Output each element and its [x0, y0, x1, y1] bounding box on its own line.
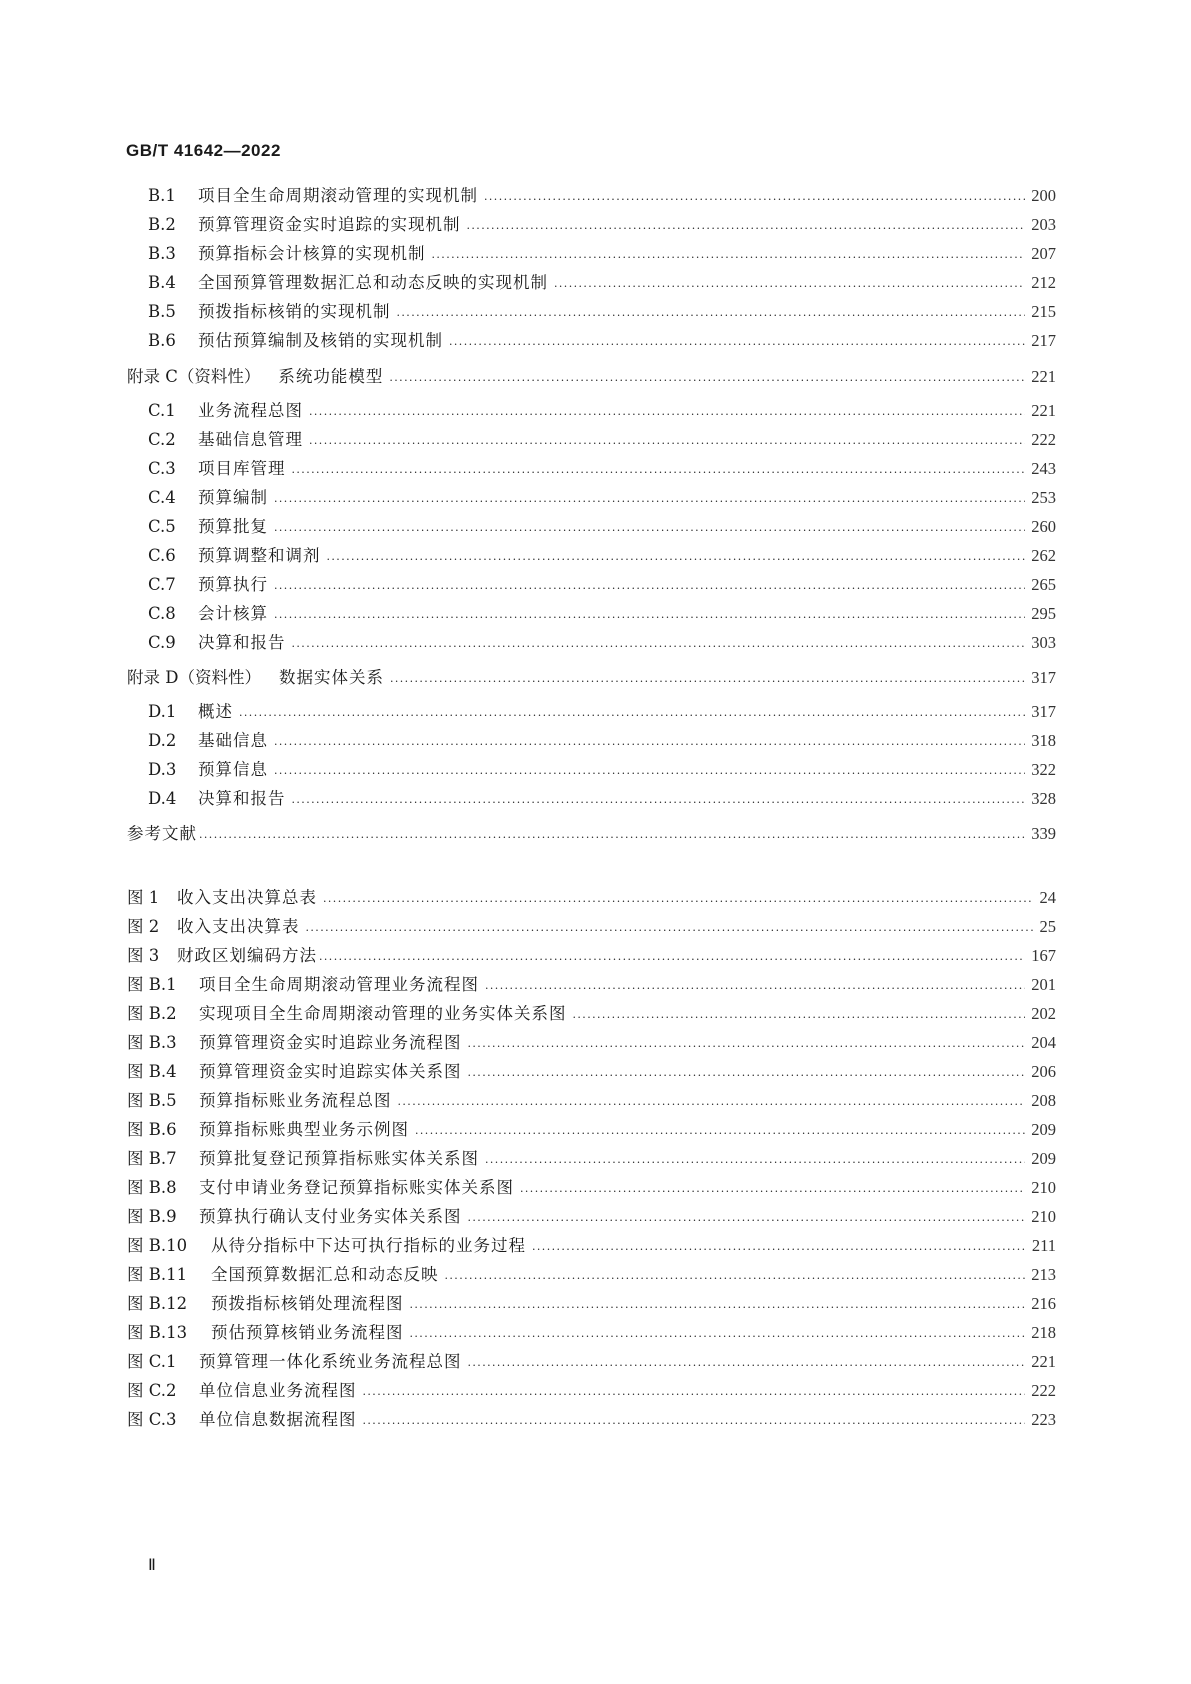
leader-dots	[363, 1388, 1026, 1402]
leader-dots	[292, 640, 1026, 654]
figure-page: 218	[1031, 1323, 1056, 1342]
toc-title: 基础信息管理	[198, 430, 303, 449]
toc-appendix-entry[interactable]	[127, 663, 1056, 689]
leader-dots	[485, 982, 1025, 996]
leader-dots	[532, 1243, 1026, 1257]
leader-dots	[274, 524, 1025, 538]
leader-dots	[274, 582, 1025, 596]
figure-title: 实现项目全生命周期滚动管理的业务实体关系图	[199, 1004, 567, 1023]
toc-page: 339	[1031, 824, 1056, 843]
figure-label: 图 B.9	[127, 1207, 177, 1226]
leader-dots	[323, 895, 1034, 909]
toc-title: 项目全生命周期滚动管理的实现机制	[198, 186, 478, 205]
toc-code: 附录 D（资料性）	[127, 668, 261, 687]
leader-dots	[199, 831, 1025, 845]
figure-entry[interactable]	[127, 883, 1056, 909]
figure-title: 全国预算数据汇总和动态反映	[211, 1265, 439, 1284]
figure-label: 图 B.12	[127, 1294, 188, 1313]
toc-code: D.4	[148, 789, 177, 808]
toc-entry[interactable]	[148, 181, 1056, 207]
toc-title: 预算执行	[198, 575, 268, 594]
figure-entry[interactable]	[127, 1057, 1056, 1083]
toc-entry[interactable]	[148, 726, 1056, 752]
toc-entry[interactable]	[148, 541, 1056, 567]
toc-entry[interactable]	[148, 570, 1056, 596]
toc-code: B.5	[148, 302, 176, 321]
toc-page: 221	[1031, 401, 1056, 420]
toc-code: B.6	[148, 331, 176, 350]
toc-entry[interactable]	[148, 268, 1056, 294]
figure-title: 支付申请业务登记预算指标账实体关系图	[199, 1178, 514, 1197]
leader-dots	[274, 767, 1025, 781]
figure-label: 图 B.8	[127, 1178, 177, 1197]
toc-title: 预算指标会计核算的实现机制	[198, 244, 426, 263]
leader-dots	[327, 553, 1026, 567]
leader-dots	[445, 1272, 1026, 1286]
leader-dots	[467, 222, 1026, 236]
toc-title: 预算信息	[198, 760, 268, 779]
toc-entry[interactable]	[148, 483, 1056, 509]
figure-page: 213	[1031, 1265, 1056, 1284]
figure-page: 223	[1031, 1410, 1056, 1429]
figure-label: 图 C.2	[127, 1381, 177, 1400]
toc-page: 222	[1031, 430, 1056, 449]
toc-title: 全国预算管理数据汇总和动态反映的实现机制	[198, 273, 548, 292]
toc-entry[interactable]	[148, 396, 1056, 422]
figure-label: 图 B.1	[127, 975, 177, 994]
figure-label: 图 C.3	[127, 1410, 177, 1429]
figure-page: 221	[1031, 1352, 1056, 1371]
toc-page: 260	[1031, 517, 1056, 536]
figure-title: 预算批复登记预算指标账实体关系图	[199, 1149, 479, 1168]
figure-label: 图 B.11	[127, 1265, 188, 1284]
toc-page: 328	[1031, 789, 1056, 808]
figure-title: 单位信息业务流程图	[199, 1381, 357, 1400]
toc-code: C.9	[148, 633, 176, 652]
figure-entry[interactable]	[127, 1202, 1056, 1228]
leader-dots	[468, 1359, 1026, 1373]
toc-code: B.4	[148, 273, 176, 292]
toc-code: D.3	[148, 760, 177, 779]
toc-page: 262	[1031, 546, 1056, 565]
leader-dots	[292, 466, 1026, 480]
toc-code: C.4	[148, 488, 176, 507]
toc-entry[interactable]	[148, 425, 1056, 451]
leader-dots	[363, 1417, 1026, 1431]
figure-title: 预算管理资金实时追踪业务流程图	[199, 1033, 462, 1052]
leader-dots	[274, 495, 1025, 509]
leader-dots	[319, 953, 1025, 967]
toc-page: 243	[1031, 459, 1056, 478]
toc-entry[interactable]	[148, 239, 1056, 265]
figure-label: 图 C.1	[127, 1352, 177, 1371]
toc-title: 会计核算	[198, 604, 268, 623]
leader-dots	[239, 709, 1025, 723]
toc-page: 303	[1031, 633, 1056, 652]
leader-dots	[389, 374, 1025, 388]
leader-dots	[397, 309, 1026, 323]
leader-dots	[309, 408, 1025, 422]
figure-page: 211	[1031, 1236, 1056, 1255]
toc-title: 决算和报告	[198, 633, 286, 652]
toc-entry[interactable]	[148, 755, 1056, 781]
figure-title: 收入支出决算表	[177, 917, 300, 936]
figure-page: 208	[1031, 1091, 1056, 1110]
figure-title: 单位信息数据流程图	[199, 1410, 357, 1429]
leader-dots	[309, 437, 1025, 451]
figure-entry[interactable]	[127, 1231, 1056, 1257]
toc-page: 217	[1031, 331, 1056, 350]
toc-entry[interactable]	[148, 599, 1056, 625]
toc-code: 附录 C（资料性）	[127, 367, 261, 386]
toc-code: C.8	[148, 604, 176, 623]
figure-label: 图 B.2	[127, 1004, 177, 1023]
leader-dots	[410, 1330, 1026, 1344]
toc-title: 预拨指标核销的实现机制	[198, 302, 391, 321]
figure-page: 25	[1039, 917, 1056, 936]
leader-dots	[274, 738, 1025, 752]
leader-dots	[292, 796, 1026, 810]
toc-page: 253	[1031, 488, 1056, 507]
toc-code: B.3	[148, 244, 176, 263]
toc-title: 预算调整和调剂	[198, 546, 321, 565]
toc-title: 系统功能模型	[278, 367, 384, 386]
figure-label: 图 B.7	[127, 1149, 177, 1168]
figure-entry[interactable]	[127, 941, 1056, 967]
leader-dots	[274, 611, 1025, 625]
toc-page: 318	[1031, 731, 1056, 750]
toc-code: C.1	[148, 401, 176, 420]
toc-page: 203	[1031, 215, 1056, 234]
figure-page: 202	[1031, 1004, 1056, 1023]
toc-code: C.7	[148, 575, 176, 594]
figure-title: 预拨指标核销处理流程图	[211, 1294, 404, 1313]
toc-code: C.6	[148, 546, 176, 565]
figure-page: 210	[1031, 1207, 1056, 1226]
toc-page: 265	[1031, 575, 1056, 594]
figure-page: 24	[1039, 888, 1056, 907]
toc-code: B.1	[148, 186, 176, 205]
toc-title: 业务流程总图	[198, 401, 303, 420]
leader-dots	[432, 251, 1026, 265]
figure-entry[interactable]	[127, 1028, 1056, 1054]
toc-page: 322	[1031, 760, 1056, 779]
figure-page: 201	[1031, 975, 1056, 994]
leader-dots	[410, 1301, 1026, 1315]
toc-page: 212	[1031, 273, 1056, 292]
figure-label: 图 B.5	[127, 1091, 177, 1110]
figure-entry[interactable]	[127, 1405, 1056, 1431]
figure-entry[interactable]	[127, 1115, 1056, 1141]
toc-title: 预算编制	[198, 488, 268, 507]
leader-dots	[415, 1127, 1025, 1141]
figure-label: 图 B.4	[127, 1062, 177, 1081]
toc-appendix-entry[interactable]	[127, 362, 1056, 388]
leader-dots	[485, 1156, 1025, 1170]
toc-code: D.1	[148, 702, 177, 721]
leader-dots	[398, 1098, 1026, 1112]
figure-entry[interactable]	[127, 1260, 1056, 1286]
figure-page: 209	[1031, 1120, 1056, 1139]
toc-code: C.2	[148, 430, 176, 449]
figure-label: 图 2	[127, 917, 160, 936]
figure-entry[interactable]	[127, 1086, 1056, 1112]
figure-entry[interactable]	[127, 970, 1056, 996]
figure-label: 图 B.6	[127, 1120, 177, 1139]
figure-entry[interactable]	[127, 1144, 1056, 1170]
toc-title: 数据实体关系	[278, 668, 384, 687]
leader-dots	[573, 1011, 1026, 1025]
figure-title: 从待分指标中下达可执行指标的业务过程	[211, 1236, 526, 1255]
toc-title: 项目库管理	[198, 459, 286, 478]
figure-title: 项目全生命周期滚动管理业务流程图	[199, 975, 479, 994]
leader-dots	[449, 338, 1025, 352]
toc-entry[interactable]	[148, 454, 1056, 480]
figure-entry[interactable]	[127, 1318, 1056, 1344]
toc-page: 295	[1031, 604, 1056, 623]
leader-dots	[520, 1185, 1025, 1199]
figure-entry[interactable]	[127, 1173, 1056, 1199]
toc-page: 221	[1031, 367, 1056, 386]
figure-entry[interactable]	[127, 1347, 1056, 1373]
figure-title: 收入支出决算总表	[177, 888, 317, 907]
figure-page: 216	[1031, 1294, 1056, 1313]
figure-label: 图 B.10	[127, 1236, 188, 1255]
leader-dots	[468, 1069, 1026, 1083]
figure-entry[interactable]	[127, 999, 1056, 1025]
toc-title: 决算和报告	[198, 789, 286, 808]
figure-page: 222	[1031, 1381, 1056, 1400]
figure-page: 210	[1031, 1178, 1056, 1197]
leader-dots	[484, 193, 1025, 207]
toc-page: 317	[1031, 668, 1056, 687]
toc-title: 预估预算编制及核销的实现机制	[198, 331, 443, 350]
figure-title: 预算执行确认支付业务实体关系图	[199, 1207, 462, 1226]
figure-title: 财政区划编码方法	[177, 946, 317, 965]
toc-entry[interactable]	[148, 628, 1056, 654]
toc-references-entry[interactable]	[127, 819, 1056, 845]
toc-page: 207	[1031, 244, 1056, 263]
toc-entry[interactable]	[148, 326, 1056, 352]
toc-code: C.5	[148, 517, 176, 536]
toc-title: 预算批复	[198, 517, 268, 536]
figure-entry[interactable]	[127, 1376, 1056, 1402]
figure-label: 图 3	[127, 946, 160, 965]
toc-title: 基础信息	[198, 731, 268, 750]
standard-number: GB/T 41642—2022	[126, 141, 281, 160]
figure-entry[interactable]	[127, 1289, 1056, 1315]
leader-dots	[468, 1040, 1026, 1054]
toc-code: B.2	[148, 215, 176, 234]
toc-page: 215	[1031, 302, 1056, 321]
toc-title: 概述	[198, 702, 233, 721]
leader-dots	[554, 280, 1025, 294]
figure-title: 预估预算核销业务流程图	[211, 1323, 404, 1342]
toc-entry[interactable]	[148, 697, 1056, 723]
toc-code: C.3	[148, 459, 176, 478]
figure-page: 167	[1031, 946, 1056, 965]
figure-title: 预算管理资金实时追踪实体关系图	[199, 1062, 462, 1081]
leader-dots	[468, 1214, 1026, 1228]
toc-title: 预算管理资金实时追踪的实现机制	[198, 215, 461, 234]
toc-title: 参考文献	[127, 824, 197, 843]
toc-entry[interactable]	[148, 784, 1056, 810]
figure-label: 图 1	[127, 888, 160, 907]
figure-page: 204	[1031, 1033, 1056, 1052]
toc-code: D.2	[148, 731, 177, 750]
figure-title: 预算指标账典型业务示例图	[199, 1120, 409, 1139]
leader-dots	[390, 675, 1025, 689]
figure-label: 图 B.13	[127, 1323, 188, 1342]
toc-entry[interactable]	[148, 512, 1056, 538]
figure-label: 图 B.3	[127, 1033, 177, 1052]
figure-page: 206	[1031, 1062, 1056, 1081]
figure-title: 预算指标账业务流程总图	[199, 1091, 392, 1110]
figure-title: 预算管理一体化系统业务流程总图	[199, 1352, 462, 1371]
toc-page: 200	[1031, 186, 1056, 205]
page-number: Ⅱ	[148, 1557, 155, 1574]
figure-page: 209	[1031, 1149, 1056, 1168]
figure-entry[interactable]	[127, 912, 1056, 938]
leader-dots	[306, 924, 1034, 938]
toc-page: 317	[1031, 702, 1056, 721]
toc-entry[interactable]	[148, 210, 1056, 236]
toc-entry[interactable]	[148, 297, 1056, 323]
